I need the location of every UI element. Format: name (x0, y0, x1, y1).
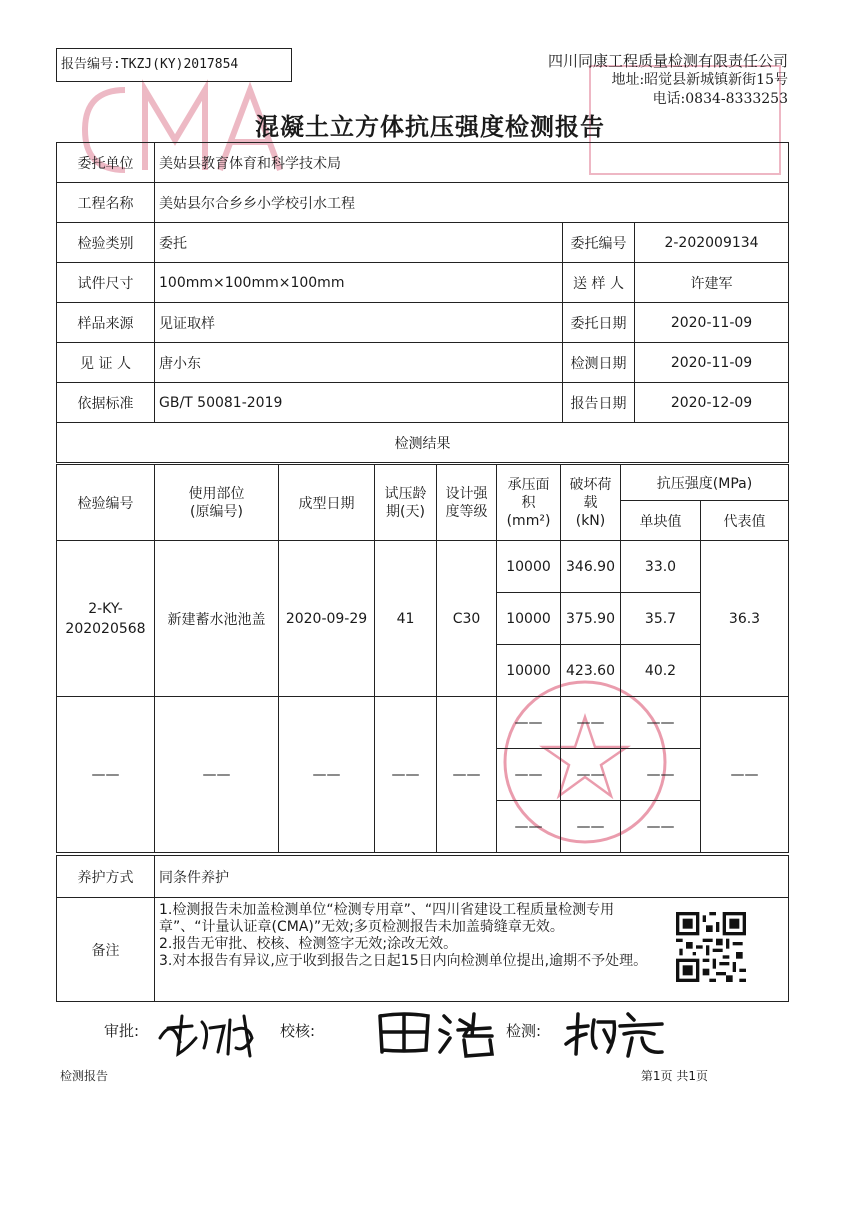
g2-location: —— (155, 697, 279, 853)
type-label: 检验类别 (57, 223, 155, 263)
info-table (56, 142, 789, 463)
report-date-label: 报告日期 (563, 383, 635, 423)
test-signature (562, 1008, 672, 1060)
g1-r2-single: 35.7 (621, 593, 701, 645)
g1-cast-date: 2020-09-29 (279, 541, 375, 697)
report-date-value: 2020-12-09 (635, 383, 789, 423)
company-phone: 电话:0834-8333253 (652, 91, 788, 107)
page-indicator: 第1页 共1页 (640, 1069, 708, 1083)
g1-r3-single: 40.2 (621, 645, 701, 697)
g2-r2-load: —— (561, 749, 621, 801)
source-label: 样品来源 (57, 303, 155, 343)
g1-r1-area: 10000 (497, 541, 561, 593)
project-label: 工程名称 (57, 183, 155, 223)
report-title: 混凝土立方体抗压强度检测报告 (255, 112, 605, 141)
g1-grade: C30 (437, 541, 497, 697)
g2-r2-area: —— (497, 749, 561, 801)
table-row (57, 541, 789, 593)
results-table (56, 464, 789, 853)
check-signature (374, 1006, 524, 1060)
header-area (497, 465, 561, 541)
g2-cast-date: —— (279, 697, 375, 853)
test-date-label: 检测日期 (563, 343, 635, 383)
report-number: 报告编号:TKZJ(KY)2017854 (56, 48, 292, 82)
type-value: 委托 (155, 223, 563, 263)
client-value: 美姑县教育体育和科学技术局 (155, 143, 789, 183)
commission-no-value: 2-202009134 (635, 223, 789, 263)
g2-r1-single: —— (621, 697, 701, 749)
g1-test-no: 2-KY- 202020568 (57, 541, 155, 697)
approve-signature (152, 1008, 272, 1060)
g1-r2-area: 10000 (497, 593, 561, 645)
g2-r1-load: —— (561, 697, 621, 749)
header-grade: 设计强 度等级 (437, 465, 497, 541)
sender-value: 许建军 (635, 263, 789, 303)
company-address: 地址:昭觉县新城镇新街15号 (611, 72, 788, 88)
header-cast-date: 成型日期 (279, 465, 375, 541)
remark-line-1: 1.检测报告未加盖检测单位“检测专用章”、“四川省建设工程质量检测专用章”、“计量认证章(CMA)”无效;多页检测报告未加盖骑缝章无效。 (159, 902, 615, 935)
witness-label: 见 证 人 (57, 343, 155, 383)
header-area-unit: (mm²) (506, 512, 551, 529)
g2-age: —— (375, 697, 437, 853)
g2-grade: —— (437, 697, 497, 853)
approve-label: 审批: (104, 1022, 140, 1040)
g1-rep: 36.3 (701, 541, 789, 697)
g2-r1-area: —— (497, 697, 561, 749)
header-strength: 抗压强度(MPa) (621, 465, 789, 501)
header-location: 使用部位 (原编号) (155, 465, 279, 541)
client-label: 委托单位 (57, 143, 155, 183)
g1-location: 新建蓄水池池盖 (155, 541, 279, 697)
g1-r3-load: 423.60 (561, 645, 621, 697)
g1-r1-load: 346.90 (561, 541, 621, 593)
header-load: 破坏荷 载 (kN) (561, 465, 621, 541)
curing-label: 养护方式 (57, 856, 155, 898)
company-name: 四川同康工程质量检测有限责任公司 (547, 52, 788, 70)
test-label: 检测: (506, 1022, 542, 1040)
commission-date-value: 2020-11-09 (635, 303, 789, 343)
g2-r2-single: —— (621, 749, 701, 801)
g2-rep: —— (701, 697, 789, 853)
signature-row (56, 1008, 788, 1058)
g2-r3-load: —— (561, 801, 621, 853)
check-label: 校核: (280, 1022, 316, 1040)
header-test-no: 检验编号 (57, 465, 155, 541)
g2-r3-area: —— (497, 801, 561, 853)
g2-r3-single: —— (621, 801, 701, 853)
results-section-title: 检测结果 (57, 423, 789, 463)
commission-date-label: 委托日期 (563, 303, 635, 343)
remarks-label: 备注 (57, 898, 155, 1002)
standard-value: GB/T 50081-2019 (155, 383, 563, 423)
g1-r3-area: 10000 (497, 645, 561, 697)
test-date-value: 2020-11-09 (635, 343, 789, 383)
project-value: 美姑县尔合乡乡小学校引水工程 (155, 183, 789, 223)
size-label: 试件尺寸 (57, 263, 155, 303)
g2-test-no: —— (57, 697, 155, 853)
table-row (57, 697, 789, 749)
remark-line-2: 2.报告无审批、校核、检测签字无效;涂改无效。 (159, 936, 458, 952)
commission-no-label: 委托编号 (563, 223, 635, 263)
sender-label: 送 样 人 (563, 263, 635, 303)
company-block (548, 52, 788, 109)
remark-line-3: 3.对本报告有异议,应于收到报告之日起15日内向检测单位提出,逾期不予处理。 (159, 953, 648, 969)
header-single: 单块值 (621, 501, 701, 541)
source-value: 见证取样 (155, 303, 563, 343)
standard-label: 依据标准 (57, 383, 155, 423)
curing-value: 同条件养护 (155, 856, 789, 898)
footer-left: 检测报告 (60, 1069, 109, 1083)
qr-code-icon (676, 912, 746, 982)
g1-age: 41 (375, 541, 437, 697)
header-rep: 代表值 (701, 501, 789, 541)
size-value: 100mm×100mm×100mm (155, 263, 563, 303)
header-area-label: 承压面 积 (507, 476, 550, 511)
g1-r1-single: 33.0 (621, 541, 701, 593)
g1-r2-load: 375.90 (561, 593, 621, 645)
header-age: 试压龄 期(天) (375, 465, 437, 541)
witness-value: 唐小东 (155, 343, 563, 383)
